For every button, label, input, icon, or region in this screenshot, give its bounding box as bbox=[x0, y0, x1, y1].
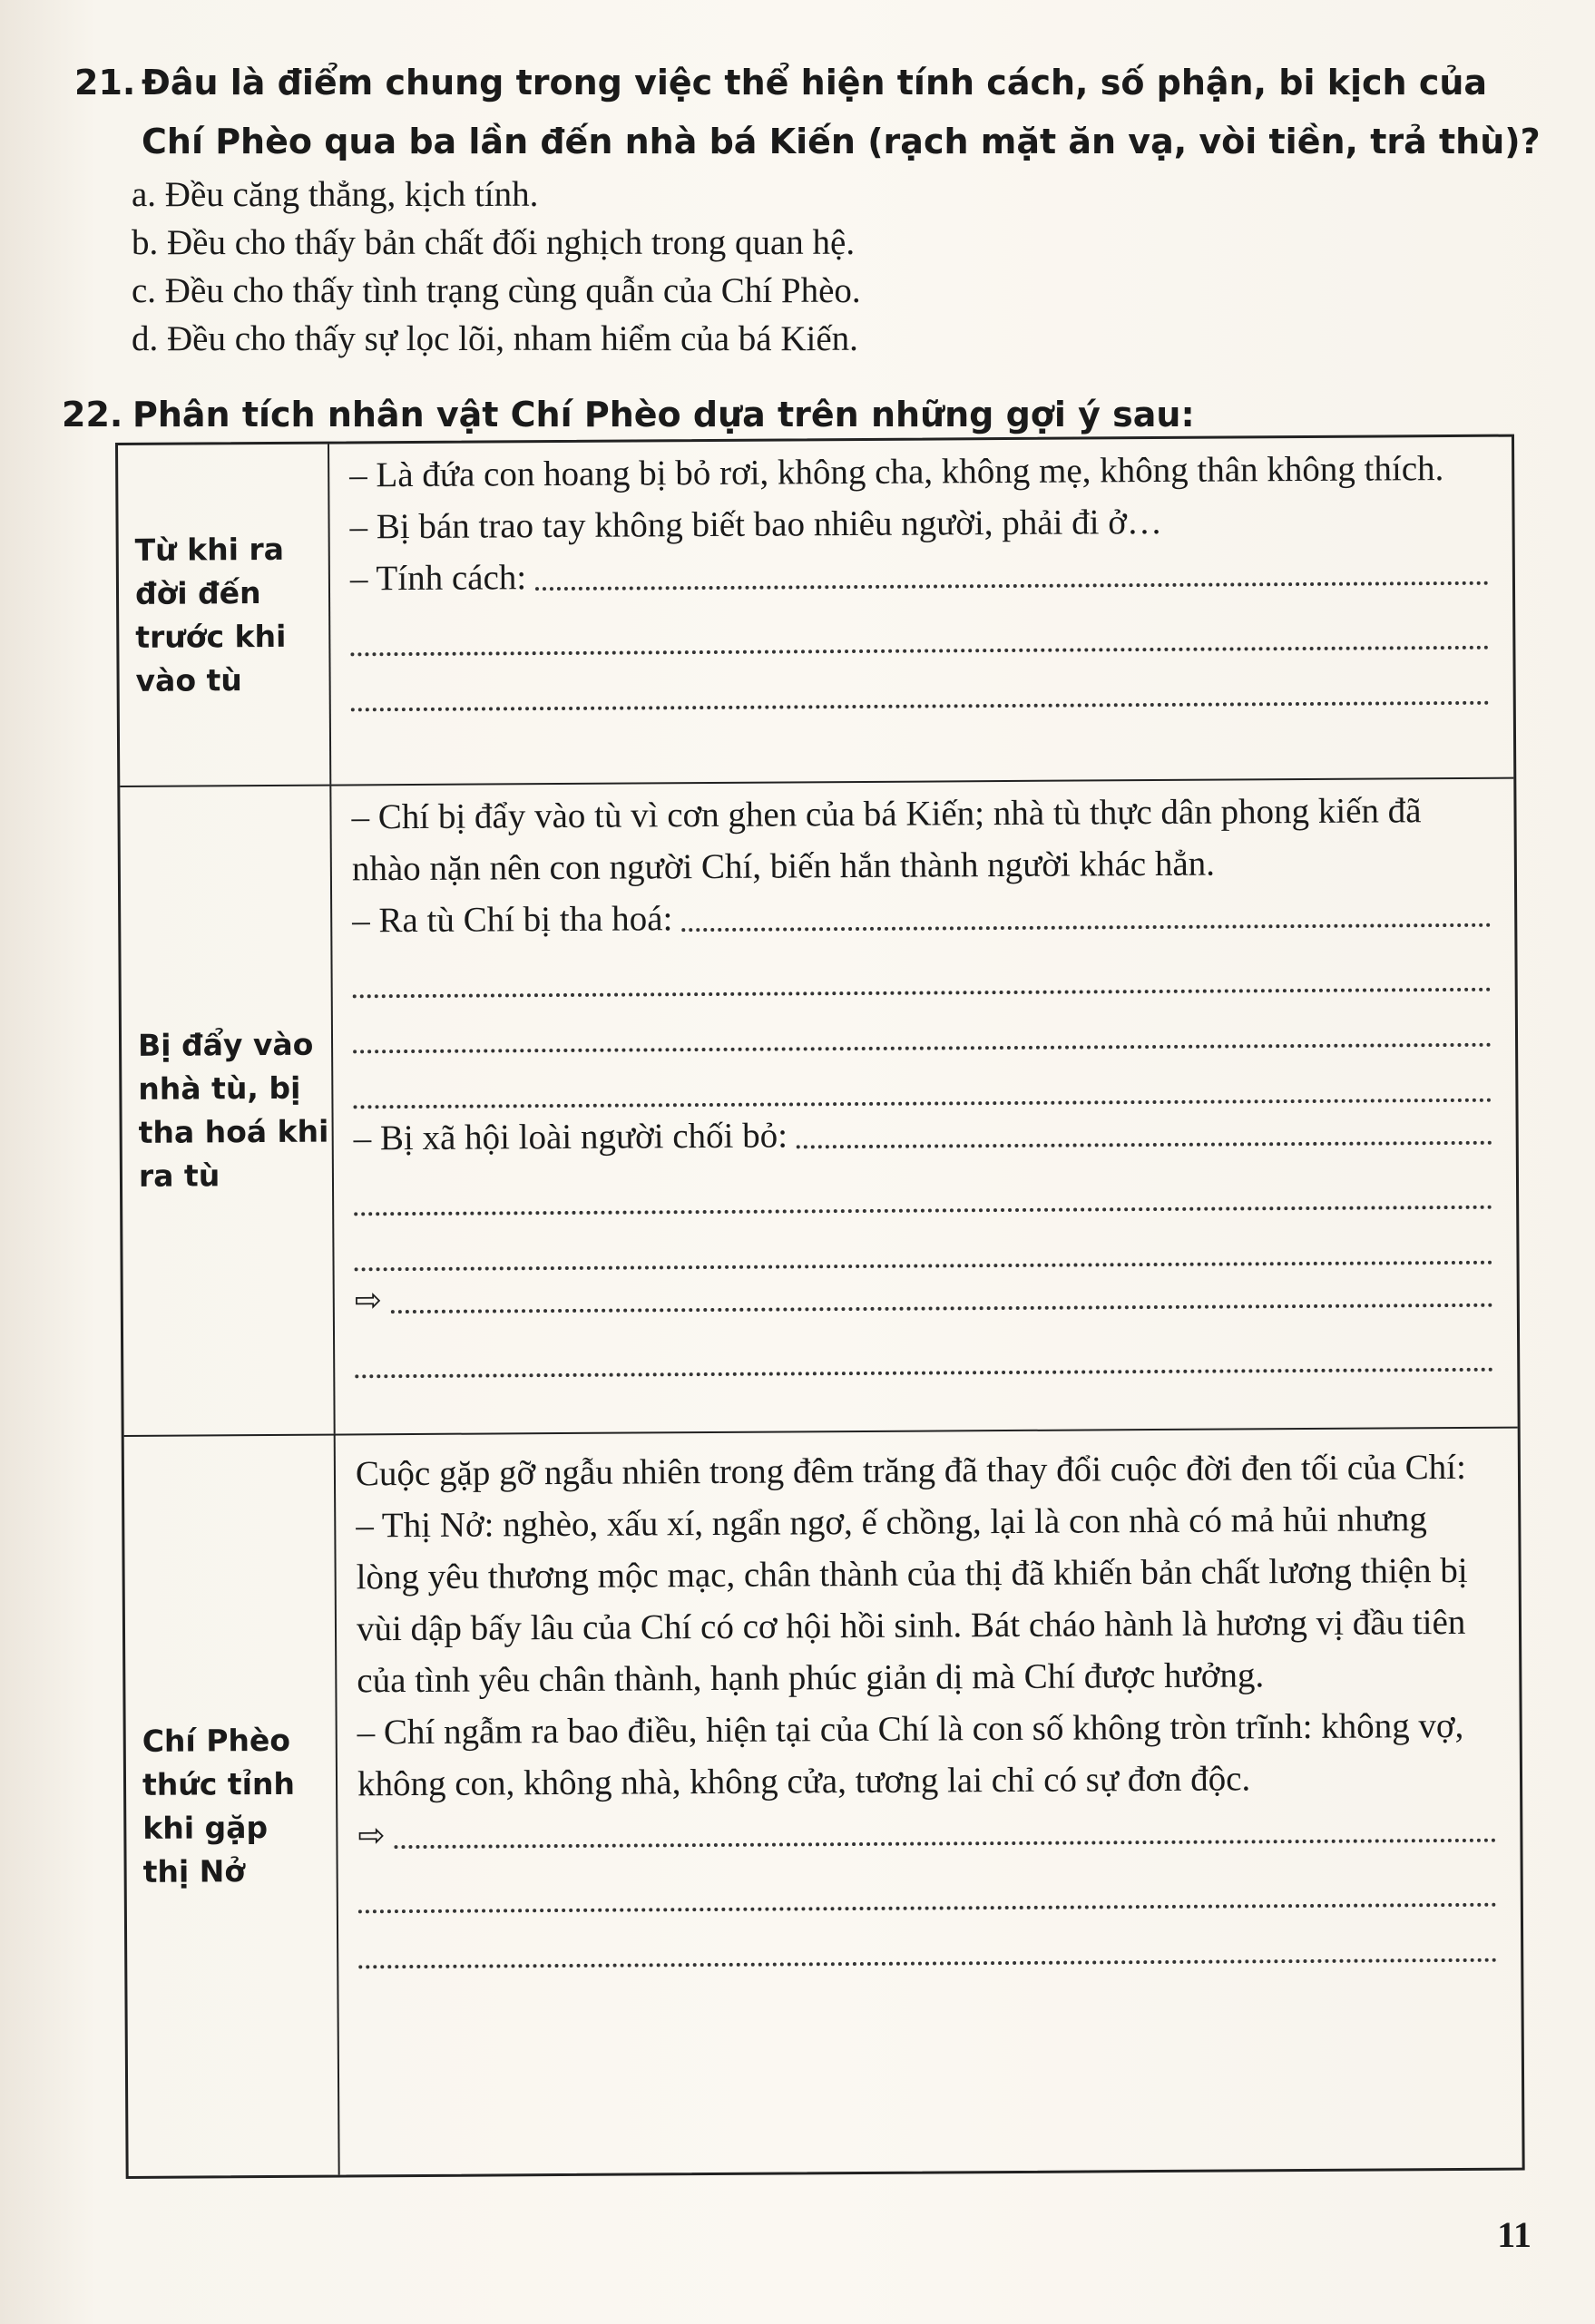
dotted-blank-line[interactable] bbox=[358, 1855, 1497, 1914]
row-label: Bị đẩy vào nhà tù, bị tha hoá khi ra tù bbox=[137, 1026, 329, 1194]
fill-in-line[interactable] bbox=[357, 1803, 1496, 1862]
dotted-blank-line[interactable] bbox=[353, 1050, 1492, 1109]
table-row bbox=[124, 1429, 1522, 2176]
dotted-blank[interactable] bbox=[535, 569, 1489, 591]
row-text: – Chí ngẫm ra bao điều, hiện tại của Chí là con số không tròn trĩnh: không vợ, không con, không nhà, không cửa, tương lai chỉ có sự đơn độc. bbox=[357, 1705, 1464, 1804]
row-text: Cuộc gặp gỡ ngẫu nhiên trong đêm trăng đã thay đổi cuộc đời đen tối của Chí: bbox=[355, 1447, 1467, 1494]
page-number: 11 bbox=[1497, 2214, 1531, 2255]
dotted-blank-line[interactable] bbox=[350, 598, 1489, 657]
question-21-title bbox=[74, 56, 1487, 109]
question-21-title-line-2: Chí Phèo qua ba lần đến nhà bá Kiến (rạch mặt ăn vạ, vòi tiền, trả thù)? bbox=[142, 122, 1541, 161]
table-row bbox=[120, 779, 1517, 1437]
row-text: – Bị bán trao tay không biết bao nhiêu người, phải đi ở… bbox=[349, 502, 1163, 547]
row-label-cell bbox=[124, 1436, 340, 2176]
question-21-option-b: b. Đều cho thấy bản chất đối nghịch trong quan hệ. bbox=[132, 223, 856, 262]
row-prompt: – Ra tù Chí bị tha hoá: bbox=[352, 899, 673, 941]
dotted-blank-line[interactable] bbox=[358, 1910, 1497, 1969]
fill-in-line[interactable] bbox=[354, 1106, 1492, 1165]
row-label: Từ khi ra đời đến trước khi vào tù bbox=[134, 531, 287, 698]
row-label-cell bbox=[118, 444, 331, 786]
dotted-blank-line[interactable] bbox=[350, 653, 1489, 712]
row-prompt: – Bị xã hội loài người chối bỏ: bbox=[353, 1116, 788, 1158]
question-22-text: Phân tích nhân vật Chí Phèo dựa trên những gợi ý sau: bbox=[132, 395, 1195, 435]
dotted-blank-line[interactable] bbox=[355, 1320, 1493, 1379]
dotted-blank[interactable] bbox=[681, 911, 1491, 932]
row-label-cell bbox=[120, 786, 335, 1435]
question-21-line-1: Đâu là điểm chung trong việc thể hiện tính cách, số phận, bi kịch của bbox=[142, 63, 1488, 103]
arrow-icon: ⇨ bbox=[357, 1817, 386, 1855]
fill-in-line[interactable] bbox=[352, 888, 1491, 947]
row-text: – Chí bị đẩy vào tù vì cơn ghen của bá Kiến; nhà tù thực dân phong kiến đã nhào nặn nên con người Chí, biến hắn thành người khác hẳn. bbox=[351, 791, 1422, 889]
analysis-table bbox=[115, 435, 1525, 2179]
question-21-option-a: a. Đều căng thẳng, kịch tính. bbox=[132, 175, 539, 214]
dotted-blank[interactable] bbox=[391, 1291, 1493, 1313]
row-prompt: – Tính cách: bbox=[349, 558, 527, 599]
row-content-cell bbox=[329, 437, 1513, 785]
question-21-number: 21. bbox=[74, 63, 136, 103]
fill-in-line[interactable] bbox=[350, 546, 1489, 605]
question-22-number: 22. bbox=[62, 395, 123, 435]
question-22-title bbox=[62, 388, 1195, 441]
dotted-blank-line[interactable] bbox=[354, 1157, 1492, 1216]
dotted-blank[interactable] bbox=[797, 1128, 1492, 1149]
dotted-blank[interactable] bbox=[395, 1826, 1497, 1849]
row-content-cell bbox=[336, 1429, 1522, 2175]
dotted-blank-line[interactable] bbox=[353, 995, 1492, 1054]
question-21-option-d: d. Đều cho thấy sự lọc lõi, nham hiểm của bá Kiến. bbox=[132, 319, 858, 358]
row-text: – Thị Nở: nghèo, xấu xí, ngẩn ngơ, ế chồng, lại là con nhà có mả hủi nhưng lòng yêu thương mộc mạc, chân thành của thị đã khiến bản chất lương thiện bị vùi dập bấy lâu của Chí có cơ hội hồi sinh. Bát cháo hành là hương vị đầu tiên của tình yêu chân thành, hạnh phúc giản dị mà Chí được hưởng. bbox=[356, 1499, 1468, 1701]
dotted-blank-line[interactable] bbox=[354, 1213, 1492, 1272]
fill-in-line[interactable] bbox=[355, 1268, 1493, 1327]
dotted-blank-line[interactable] bbox=[352, 940, 1491, 999]
question-21-option-c: c. Đều cho thấy tình trạng cùng quẫn của Chí Phèo. bbox=[132, 271, 861, 310]
row-content-cell bbox=[331, 779, 1517, 1434]
arrow-icon: ⇨ bbox=[354, 1282, 383, 1320]
row-label: Chí Phèo thức tỉnh khi gặp thị Nở bbox=[142, 1722, 296, 1889]
row-text: – Là đứa con hoang bị bỏ rơi, không cha, không mẹ, không thân không thích. bbox=[349, 449, 1444, 495]
table-row bbox=[118, 437, 1513, 787]
